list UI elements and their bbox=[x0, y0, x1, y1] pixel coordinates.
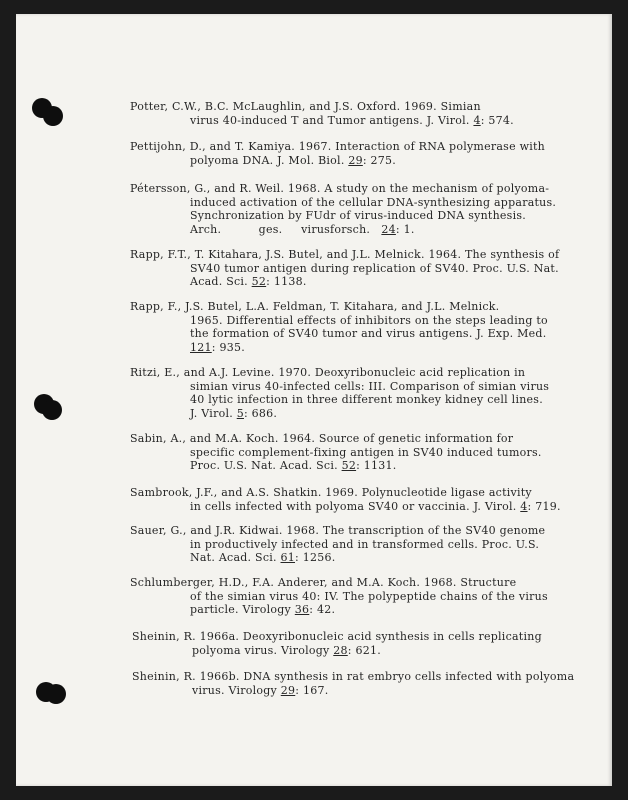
reference-line-citation bbox=[130, 114, 514, 128]
citation-volume: 61 bbox=[280, 551, 296, 565]
citation-volume: 5 bbox=[236, 406, 244, 420]
reference-line: Potter, C.W., B.C. McLaughlin, and J.S. Oxford. 1969. Simian bbox=[130, 100, 481, 113]
citation-pages: : 1138. bbox=[266, 275, 307, 289]
citation-source: in cells infected with polyoma SV40 or vaccinia. J. Virol. bbox=[190, 499, 521, 513]
reference-line: Sauer, G., and J.R. Kidwai. 1968. The transcription of the SV40 genome bbox=[130, 524, 546, 537]
citation-source: Arch. ges. virusforsch. bbox=[190, 222, 382, 236]
reference-line: SV40 tumor antigen during replication of SV40. Proc. U.S. Nat. bbox=[190, 261, 559, 275]
reference-entry-sauer bbox=[130, 524, 545, 565]
citation-source: polyoma virus. Virology bbox=[192, 643, 334, 657]
reference-line: Synchronization by FUdr of virus-induced DNA synthesis. bbox=[190, 209, 526, 223]
reference-line: Ritzi, E., and A.J. Levine. 1970. Deoxyribonucleic acid replication in bbox=[130, 366, 526, 379]
reference-line: Sheinin, R. 1966b. DNA synthesis in rat embryo cells infected with polyoma bbox=[132, 670, 575, 683]
reference-line-citation bbox=[130, 603, 548, 617]
reference-line-citation bbox=[130, 407, 549, 421]
document-page bbox=[16, 14, 612, 786]
citation-pages: : 42. bbox=[309, 603, 336, 617]
reference-line-citation bbox=[130, 551, 545, 565]
citation-source: virus 40-induced T and Tumor antigens. J. Virol. bbox=[190, 113, 474, 127]
reference-entry-sheinin-b bbox=[132, 670, 574, 697]
reference-line: Sambrook, J.F., and A.S. Shatkin. 1969. Polynucleotide ligase activity bbox=[130, 486, 532, 499]
reference-entry-sabin bbox=[130, 432, 542, 473]
citation-volume: 4 bbox=[520, 499, 528, 513]
reference-entry-rapp-1965 bbox=[130, 300, 548, 354]
reference-line-citation bbox=[130, 341, 548, 355]
reference-line-citation bbox=[130, 500, 561, 514]
reference-line-citation bbox=[130, 459, 542, 473]
reference-line: Rapp, F.T., T. Kitahara, J.S. Butel, and J.L. Melnick. 1964. The synthesis of bbox=[130, 248, 560, 261]
reference-entry-ritzi bbox=[130, 366, 549, 420]
citation-volume: 28 bbox=[333, 643, 348, 657]
citation-volume: 52 bbox=[251, 275, 267, 289]
citation-source: Proc. U.S. Nat. Acad. Sci. bbox=[190, 459, 342, 473]
reference-line: specific complement-fixing antigen in SV40 induced tumors. bbox=[190, 445, 542, 459]
citation-source: virus. Virology bbox=[192, 683, 281, 697]
reference-line: Pétersson, G., and R. Weil. 1968. A study on the mechanism of polyoma- bbox=[130, 182, 550, 195]
reference-entry-sheinin-a bbox=[132, 630, 542, 657]
reference-line-citation bbox=[132, 644, 542, 658]
citation-volume: 36 bbox=[294, 603, 310, 617]
citation-pages: : 275. bbox=[362, 153, 397, 167]
citation-source: Nat. Acad. Sci. bbox=[190, 551, 281, 565]
citation-pages: : 935. bbox=[211, 340, 245, 354]
reference-line: Rapp, F., J.S. Butel, L.A. Feldman, T. Kitahara, and J.L. Melnick. bbox=[130, 300, 500, 313]
reference-line: Pettijohn, D., and T. Kamiya. 1967. Interaction of RNA polymerase with bbox=[130, 140, 546, 153]
reference-line: 40 lytic infection in three different monkey kidney cell lines. bbox=[190, 393, 543, 407]
citation-pages: : 1256. bbox=[295, 551, 336, 565]
citation-volume: 52 bbox=[341, 459, 357, 473]
citation-source: Acad. Sci. bbox=[190, 275, 252, 289]
reference-line: simian virus 40-infected cells: III. Comparison of simian virus bbox=[190, 379, 550, 393]
reference-line-citation bbox=[130, 223, 556, 237]
citation-pages: : 686. bbox=[243, 406, 278, 420]
reference-line: induced activation of the cellular DNA-synthesizing apparatus. bbox=[190, 195, 557, 209]
citation-pages: : 1. bbox=[395, 222, 415, 236]
citation-pages: : 1131. bbox=[356, 459, 397, 473]
reference-line-citation bbox=[130, 275, 559, 289]
citation-pages: : 574. bbox=[480, 113, 514, 127]
reference-line: 1965. Differential effects of inhibitors on the steps leading to bbox=[190, 313, 548, 327]
reference-line-citation bbox=[130, 154, 545, 168]
reference-entry-petersson bbox=[130, 182, 556, 236]
reference-line: Schlumberger, H.D., F.A. Anderer, and M.A. Koch. 1968. Structure bbox=[130, 576, 517, 589]
citation-pages: : 167. bbox=[295, 683, 329, 697]
citation-source: particle. Virology bbox=[190, 603, 295, 617]
citation-volume: 29 bbox=[280, 683, 296, 697]
reference-line: Sheinin, R. 1966a. Deoxyribonucleic acid synthesis in cells replicating bbox=[132, 630, 542, 643]
reference-entry-potter bbox=[130, 100, 514, 127]
reference-line: Sabin, A., and M.A. Koch. 1964. Source of genetic information for bbox=[130, 432, 514, 445]
reference-line: the formation of SV40 tumor and virus antigens. J. Exp. Med. bbox=[190, 327, 547, 341]
citation-volume: 29 bbox=[348, 153, 363, 167]
reference-line: of the simian virus 40: IV. The polypeptide chains of the virus bbox=[190, 589, 548, 603]
reference-line: in productively infected and in transformed cells. Proc. U.S. bbox=[190, 537, 540, 551]
citation-pages: : 621. bbox=[347, 643, 381, 657]
reference-line-citation bbox=[132, 684, 574, 698]
reference-entry-rapp-1964 bbox=[130, 248, 559, 289]
reference-entry-pettijohn bbox=[130, 140, 545, 167]
citation-source: J. Virol. bbox=[190, 406, 237, 420]
reference-entry-sambrook bbox=[130, 486, 561, 513]
citation-volume: 24 bbox=[381, 222, 396, 236]
citation-volume: 121 bbox=[190, 340, 212, 354]
reference-list bbox=[16, 14, 612, 786]
citation-volume: 4 bbox=[473, 113, 481, 127]
citation-pages: : 719. bbox=[527, 499, 561, 513]
reference-entry-schlumberger bbox=[130, 576, 548, 617]
citation-source: polyoma DNA. J. Mol. Biol. bbox=[190, 153, 349, 167]
